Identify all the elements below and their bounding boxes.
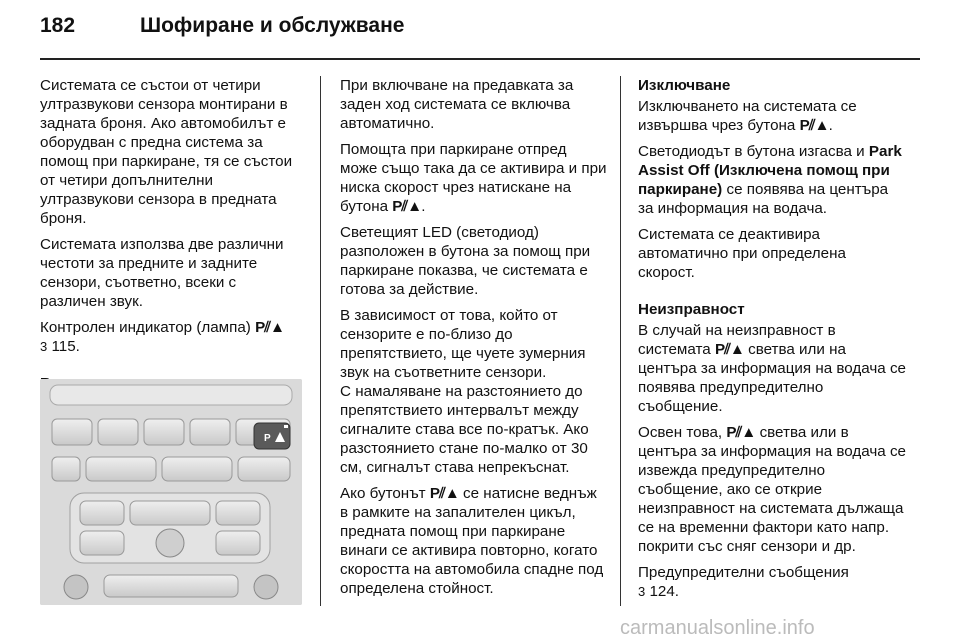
chapter-title: Шофиране и обслужване — [140, 14, 405, 37]
park-assist-off-message: Park Assist Off (Изключена помощ при паркиране) — [638, 143, 902, 198]
page-reference-link[interactable]: 115. — [51, 338, 80, 355]
page-reference-icon: 3 — [638, 584, 646, 599]
header-rule — [40, 58, 920, 60]
page-reference-link[interactable]: 124. — [649, 583, 680, 600]
column-divider — [320, 76, 321, 606]
park-assist-panel-figure — [40, 379, 302, 605]
park-assist-icon: P⫽▲ — [392, 198, 422, 215]
park-assist-icon: P⫽▲ — [714, 341, 744, 358]
svg-text:P: P — [264, 433, 271, 444]
console-illustration — [40, 379, 302, 605]
paragraph: Помощта при паркиране отпред може също така да се активира и при ниска скорост чрез натискане на бутона P⫽▲. — [340, 141, 607, 215]
park-assist-icon: P⫽▲ — [726, 424, 756, 441]
text-column-2 — [340, 76, 608, 605]
paragraph — [40, 318, 305, 356]
section-heading-disable: Изключване — [638, 77, 731, 94]
paragraph: Предупредителни съобщения 3 124. — [638, 564, 849, 600]
paragraph: Светещият LED (светодиод) разположен в бутона за помощ при паркиране показва, че системата е готова за действие. — [340, 224, 591, 298]
paragraph: С намаляване на разстоянието до препятствието интервалът между сигналите става все по-кратък. Ако разстоянието стане по-малко от 30 см, сигналът става непрекъснат. — [340, 383, 589, 476]
paragraph: Изключването на системата се извършва чрез бутона P⫽▲. — [638, 98, 857, 134]
page-reference-icon: 3 — [40, 339, 48, 354]
park-assist-icon: P⫽▲ — [429, 485, 459, 502]
park-assist-icon: P⫽▲ — [799, 117, 829, 134]
park-assist-icon: P⫽▲ — [255, 319, 285, 336]
paragraph: Ако бутонът P⫽▲ се натисне веднъж в рамките на запалителен цикъл, предната помощ при паркиране винаги се активира повторно, когато скоростта на автомобила спадне под определена стойност. — [340, 485, 604, 597]
page-number: 182 — [40, 14, 76, 37]
column-divider — [620, 76, 621, 606]
indicator-text: Контролен индикатор (лампа) — [40, 319, 251, 336]
paragraph: Системата се деактивира автоматично при определена скорост. — [638, 226, 846, 281]
paragraph: В зависимост от това, който от сензорите е по-близо до препятствието, ще чуете зумерния звук на съответните сензори. — [340, 307, 586, 381]
section-heading-fault: Неизправност — [638, 301, 745, 318]
paragraph: Системата се състои от четири ултразвукови сензора монтирани в задната броня. Ако автомобилът е оборудван с предна система за помощ при паркиране, тя се състои от четири допълнителни ултразвукови сензора в предната броня. — [40, 77, 293, 227]
watermark: carmanualsonline.info — [620, 617, 815, 639]
text-column-3 — [638, 76, 906, 608]
paragraph: В случай на неизправност в системата P⫽▲ светва или на центъра за информация на водача се появява предупредително съобщение. — [638, 322, 906, 415]
text-column-1 — [40, 76, 305, 395]
page-header — [40, 14, 920, 54]
paragraph: Системата използва две различни честоти за предните и задните сензори, съответно, всеки с различен звук. — [40, 236, 284, 310]
paragraph: При включване на предавката за заден ход системата се включва автоматично. — [340, 77, 574, 132]
paragraph: Светодиодът в бутона изгасва и Park Assist Off (Изключена помощ при паркиране) се появява на центъра за информация на водача. — [638, 143, 902, 217]
paragraph: Освен това, P⫽▲ светва или в центъра за информация на водача се извежда предупредително съобщение, ако се открие неизправност на системата дължаща се на временни фактори като напр. покрити със сняг сензори и др. — [638, 424, 906, 555]
